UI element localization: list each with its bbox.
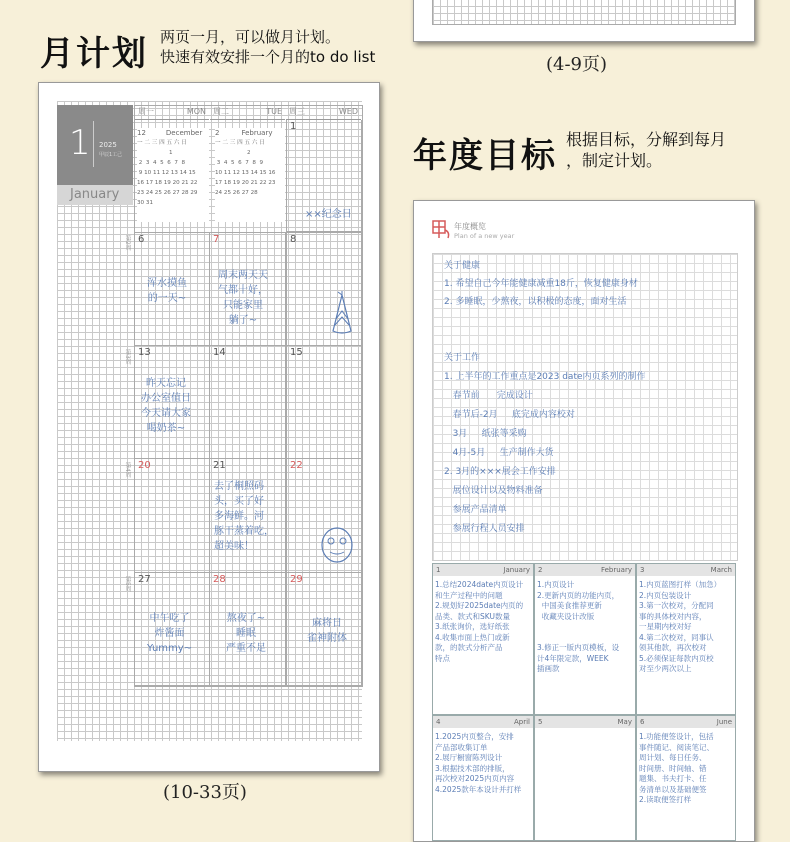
goal-line: 春节前 完成设计 bbox=[444, 391, 533, 401]
day-note: 中午吃了 炸酱面 Yummy~ bbox=[147, 613, 193, 654]
mini-feb-row: 3 4 5 6 7 8 9 bbox=[215, 160, 264, 166]
day-note: 浑水摸鱼 的一天~ bbox=[147, 278, 187, 304]
face-mask-icon bbox=[317, 525, 357, 565]
mini-feb-row: 一 二 三 四 五 六 日 bbox=[215, 140, 265, 146]
goal-line: 关于工作 bbox=[444, 353, 481, 363]
day-number: 28 bbox=[213, 574, 226, 585]
yearly-subtitle-line2: ，制定计划。 bbox=[566, 151, 663, 170]
yearly-subtitle-line1: 根据目标，分解到每月 bbox=[566, 130, 727, 149]
mini-dec-name: December bbox=[165, 129, 203, 137]
day-cell-8[interactable] bbox=[286, 232, 362, 346]
goal-line: 参展产品清单 bbox=[444, 505, 507, 515]
mini-feb-row: 17 18 19 20 21 22 23 bbox=[215, 180, 276, 186]
day-header-tue-en: TUE bbox=[266, 107, 282, 116]
goal-line: 1. 希望自己今年能健康减重18斤，恢复健康身材 bbox=[444, 279, 638, 289]
monthly-subtitle-line1: 两页一月，可以做月计划。 bbox=[160, 28, 341, 46]
yearly-header-cn: 年度概览 bbox=[454, 222, 486, 231]
day-cell-15[interactable] bbox=[286, 346, 362, 459]
mini-feb-row: 2 bbox=[215, 150, 251, 156]
day-cell-14[interactable] bbox=[210, 346, 286, 459]
mini-dec-row: 2 3 4 5 6 7 8 bbox=[137, 160, 186, 166]
goal-line: 2. 多睡眠，少熬夜，以积极的态度，面对生活 bbox=[444, 297, 627, 307]
day-header-mon bbox=[135, 105, 209, 120]
month-cell-february[interactable] bbox=[534, 563, 636, 715]
month-label: January bbox=[503, 566, 530, 574]
bamboo-shoot-icon bbox=[327, 291, 357, 335]
mini-dec-row: 9 10 11 12 13 14 15 bbox=[137, 170, 196, 176]
month-num: 3 bbox=[640, 566, 645, 574]
month-cell-june[interactable] bbox=[636, 715, 736, 841]
mini-calendar-december bbox=[137, 128, 209, 222]
goal-line: 关于健康 bbox=[444, 261, 481, 271]
year-label: 2025 bbox=[99, 141, 117, 149]
month-label: May bbox=[617, 718, 632, 726]
day-cell-22[interactable] bbox=[286, 459, 362, 573]
day-number: 13 bbox=[138, 347, 151, 358]
day-note: 去了桐照码 头，买了好 多海鲜。河 豚干蒸着吃， 超美味！ bbox=[214, 481, 274, 552]
day-cell-27[interactable] bbox=[135, 573, 210, 686]
month-block bbox=[57, 105, 133, 185]
mini-dec-num: 12 bbox=[137, 129, 146, 137]
day-cell-7[interactable] bbox=[210, 232, 286, 346]
goal-line: 参展行程人员安排 bbox=[444, 524, 525, 534]
mini-feb-num: 2 bbox=[215, 129, 220, 137]
monthly-plan-page: 1 2025 甲辰1工己 January 周一 MON 周二 TUE 周三 WED 12 December 一 二 三 四 五 六 日 1 2 3 4 5 6 7 8 9 10 11 12 13 14 15 16 17 18 19 20 21 22 23 24 25 26 27 28 29 30 31 2 February 一 二 三 四 五 六 日 2 3 4 5 6 7 8 9 10 11 12 13 14 15 16 17 18 19 20 21 22 23 24 25 26 27 28 1 ××纪念日 第2周 6 浑水摸鱼 的一天~ 7 周末两天天 气都十好， 只能家里 躺了~ 8 第3周 13 昨天忘记 办公室值日 今天请大家 喝奶茶~ 14 15 第4周 20 21 去了桐照码 头，买了好 多海鲜。河 豚干蒸着吃， 超美味！ 22 第5周 27 中午吃了 炸酱面 Yummy~ 28 熬夜了~ 睡眠 严重不足 29 麻将日 雀神附体 bbox=[38, 82, 380, 772]
month-name: January bbox=[70, 187, 120, 202]
day-note: 熬夜了~ 睡眠 严重不足 bbox=[226, 613, 266, 654]
month-label: February bbox=[600, 566, 632, 574]
day-cell-13[interactable] bbox=[135, 346, 210, 459]
day-cell-21[interactable] bbox=[210, 459, 286, 573]
day-number: 21 bbox=[213, 460, 226, 471]
day-header-tue-cn: 周二 bbox=[213, 107, 229, 116]
day-header-mon-cn: 周一 bbox=[138, 107, 154, 116]
day-cell-6[interactable] bbox=[135, 232, 210, 346]
month-items: 1.2025内页整合，安排 产品部收集订单 2.展厅橱窗陈列设计 3.根据技术部的排版， 再次校对2025内页内容 4.2025款年本设计并打样 bbox=[435, 732, 522, 794]
month-name-bar bbox=[57, 185, 133, 205]
month-cell-april[interactable] bbox=[432, 715, 534, 841]
day-cell-29[interactable] bbox=[286, 573, 362, 686]
month-cell-may[interactable] bbox=[534, 715, 636, 841]
day-number: 6 bbox=[138, 234, 145, 245]
year-note: 甲辰1工己 bbox=[99, 152, 123, 158]
day-cell-1[interactable] bbox=[286, 120, 362, 232]
year-logo-icon bbox=[432, 218, 452, 240]
mini-dec-row: 16 17 18 19 20 21 22 bbox=[137, 180, 198, 186]
mini-feb-name: February bbox=[241, 129, 273, 137]
month-num: 1 bbox=[436, 566, 441, 574]
mini-dec-row: 一 二 三 四 五 六 日 bbox=[137, 140, 187, 146]
month-items: 1.内页设计 2.更新内页的功能内页， 中国美食推荐更新 收藏夹设计改版 3.修正一版内页模板，设 计4年限定款，WEEK 插画款 bbox=[537, 580, 620, 673]
month-items: 1.功能便签设计，包括 事件随记、阅读笔记、 周计划、每日任务、 时间册、时间轴、错 题集、书夫打卡、任 务清单以及基础便签 2.读取便签打样 bbox=[639, 732, 714, 804]
goal-line: 4月-5月 生产制作大货 bbox=[444, 448, 554, 458]
month-cell-january[interactable] bbox=[432, 563, 534, 715]
day-header-tue bbox=[210, 105, 285, 120]
monthly-subtitle-line2: 快速有效安排一个月的to do list bbox=[160, 48, 376, 66]
mini-feb-row: 10 11 12 13 14 15 16 bbox=[215, 170, 276, 176]
month-items: 1.内页蓝图打样（加急） 2.内页包装设计 3.第一次校对，分配同 事的具体校对内容， 一星期内校对好 4.第二次校对，同事认 领其他款，再次校对 5.必须保证每款内页校 对至少两次以上 bbox=[639, 580, 722, 673]
monthly-section-title: 月计划 bbox=[40, 34, 148, 74]
day-number: 20 bbox=[138, 460, 151, 471]
day-number: 22 bbox=[290, 460, 303, 471]
month-label: April bbox=[514, 718, 530, 726]
day-number: 27 bbox=[138, 574, 151, 585]
yearly-header-en: Plan of a new year bbox=[454, 232, 515, 240]
day-header-mon-en: MON bbox=[186, 107, 206, 116]
day-number: 7 bbox=[213, 234, 220, 245]
month-label: March bbox=[710, 566, 732, 574]
yearly-section-title: 年度目标 bbox=[413, 136, 557, 176]
mini-calendar-february bbox=[215, 128, 285, 222]
day-note: 昨天忘记 办公室值日 今天请大家 喝奶茶~ bbox=[141, 378, 191, 434]
mini-feb-row: 24 25 26 27 28 bbox=[215, 190, 258, 196]
month-num: 5 bbox=[538, 718, 543, 726]
day-number: 1 bbox=[290, 121, 297, 132]
month-num: 6 bbox=[640, 718, 645, 726]
day-cell-20[interactable] bbox=[135, 459, 210, 573]
day-header-wed-cn: 周三 bbox=[289, 107, 305, 116]
goal-line: 展位设计以及物料准备 bbox=[444, 486, 543, 496]
month-num: 2 bbox=[538, 566, 543, 574]
mini-dec-row: 30 31 bbox=[137, 200, 154, 206]
month-label: June bbox=[716, 718, 732, 726]
day-number: 15 bbox=[290, 347, 303, 358]
mini-dec-row: 1 bbox=[137, 150, 173, 156]
yearly-plan-page bbox=[413, 200, 755, 842]
month-cell-march[interactable] bbox=[636, 563, 736, 715]
monthly-caption: (10-33页) bbox=[163, 782, 247, 803]
month-num: 4 bbox=[436, 718, 441, 726]
day-cell-28[interactable] bbox=[210, 573, 286, 686]
goal-line: 2. 3月的×××展会工作安排 bbox=[444, 467, 556, 477]
goal-line: 3月 纸张等采购 bbox=[444, 429, 527, 439]
previous-page-paper bbox=[413, 0, 755, 42]
day-number: 29 bbox=[290, 574, 303, 585]
day-note: 麻将日 雀神附体 bbox=[307, 618, 347, 644]
day-number: 14 bbox=[213, 347, 226, 358]
day-header-wed-en: WED bbox=[338, 107, 358, 116]
day-note: ××纪念日 bbox=[305, 209, 352, 220]
month-number: 1 bbox=[69, 123, 91, 163]
month-items: 1.总结2024date内页设计 和生产过程中的问题 2.规划好2025date内页的 品类、款式和SKU数量 3.纸张询价，选好纸张 4.收集市面上热门或新 款，的款式分析产品 特点 bbox=[435, 580, 524, 663]
day-header-wed bbox=[286, 105, 361, 120]
day-number: 8 bbox=[290, 234, 297, 245]
mini-dec-row: 23 24 25 26 27 28 29 bbox=[137, 190, 198, 196]
goal-line: 春节后-2月 底完成内容校对 bbox=[444, 410, 575, 420]
yearly-top-caption: (4-9页) bbox=[546, 54, 608, 75]
day-note: 周末两天天 气都十好， 只能家里 躺了~ bbox=[218, 270, 268, 326]
goal-line: 1. 上半年的工作重点是2023 date内页系列的制作 bbox=[444, 372, 646, 382]
